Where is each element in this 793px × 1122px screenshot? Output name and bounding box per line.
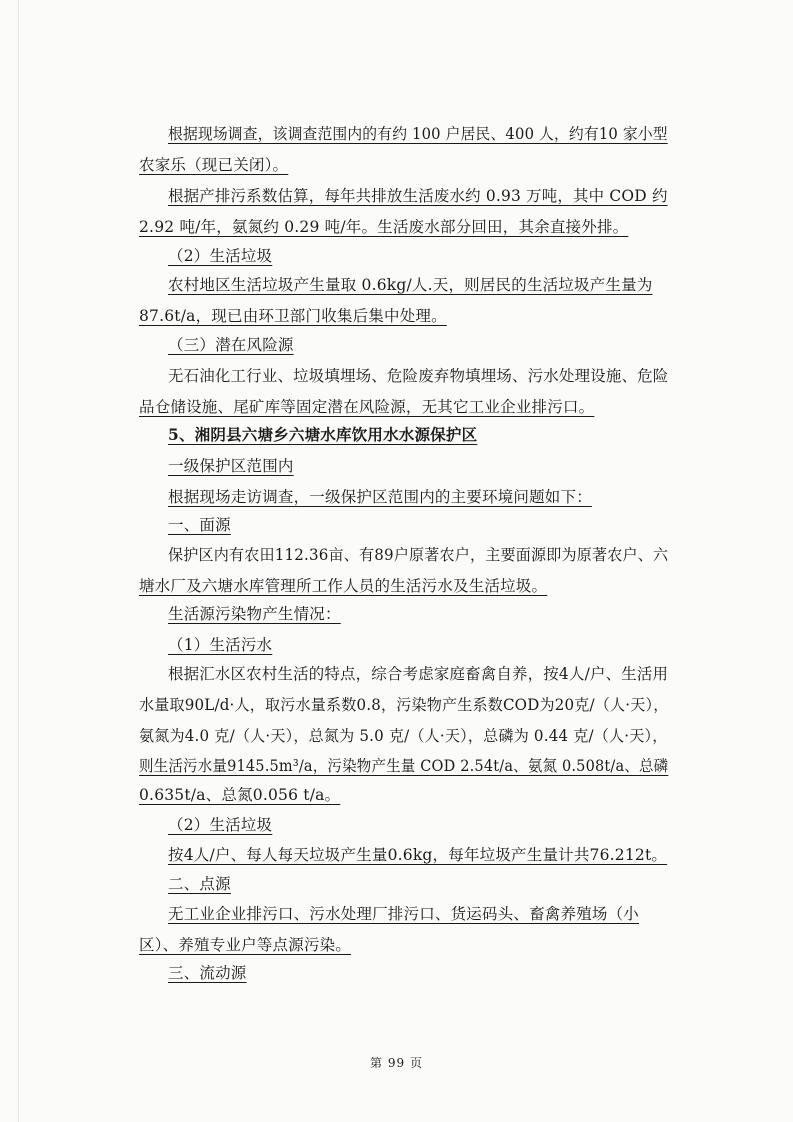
paragraph-line: 塘水厂及六塘水库管理所工作人员的生活污水及生活垃圾。 bbox=[139, 577, 548, 595]
paragraph-line: 则生活污水量9145.5m³/a，污染物产生量 COD 2.54t/a、氨氮 0.508t/a、总磷 bbox=[139, 757, 669, 775]
paragraph-line: 根据汇水区农村生活的特点，综合考虑家庭畜禽自养，按4人/户、生活用 bbox=[168, 665, 669, 683]
section-heading: 三、流动源 bbox=[168, 964, 247, 982]
section-heading: （1）生活污水 bbox=[168, 636, 273, 654]
paragraph-line: 氨氮为4.0 克/（人·天），总氮为 5.0 克/（人·天），总磷为 0.44 克/（人·天）， bbox=[139, 727, 668, 745]
paragraph-line: 0.635t/a、总氮0.056 t/a。 bbox=[139, 786, 341, 804]
paragraph-line: 品仓储设施、尾矿库等固定潜在风险源，无其它工业企业排污口。 bbox=[139, 398, 595, 416]
section-heading: 一、面源 bbox=[168, 516, 231, 534]
paragraph-line: 无工业企业排污口、污水处理厂排污口、货运码头、畜禽养殖场（小 bbox=[168, 905, 640, 923]
scan-edge-line bbox=[18, 0, 19, 1122]
paragraph-line: 按4人/户、每人每天垃圾产生量0.6kg，每年垃圾产生量计共76.212t。 bbox=[168, 846, 668, 864]
section-heading: 二、点源 bbox=[168, 875, 231, 893]
paragraph-line: 根据产排污系数估算，每年共排放生活废水约 0.93 万吨，其中 COD 约 bbox=[168, 187, 668, 205]
paragraph-line: 保护区内有农田112.36亩、有89户原著农户，主要面源即为原著农户、六 bbox=[168, 546, 669, 564]
paragraph-line: 87.6t/a，现已由环卫部门收集后集中处理。 bbox=[139, 307, 447, 325]
paragraph-line: 水量取90L/d·人，取污水量系数0.8，污染物产生系数COD为20克/（人·天）， bbox=[139, 696, 669, 714]
paragraph-line: 根据现场走访调查，一级保护区范围内的主要环境问题如下： bbox=[168, 488, 592, 506]
paragraph-line: 农村地区生活垃圾产生量取 0.6kg/人.天，则居民的生活垃圾产生量为 bbox=[168, 276, 653, 294]
paragraph-line: 生活源污染物产生情况： bbox=[168, 605, 341, 623]
section-heading: （2）生活垃圾 bbox=[168, 247, 273, 265]
section-heading: （三）潜在风险源 bbox=[168, 336, 294, 354]
section-title: 5、湘阴县六塘乡六塘水库饮用水水源保护区 bbox=[168, 425, 478, 444]
page-number: 第 99 页 bbox=[370, 1056, 423, 1070]
section-heading: （2）生活垃圾 bbox=[168, 816, 273, 834]
paragraph-line: 区）、养殖专业户等点源污染。 bbox=[139, 936, 352, 954]
section-heading: 一级保护区范围内 bbox=[168, 457, 294, 475]
paragraph-line: 无石油化工行业、垃圾填埋场、危险废弃物填埋场、污水处理设施、危险 bbox=[168, 367, 669, 385]
paragraph-line: 农家乐（现已关闭）。 bbox=[139, 156, 289, 174]
paragraph-line: 2.92 吨/年，氨氮约 0.29 吨/年。生活废水部分回田，其余直接外排。 bbox=[139, 218, 629, 236]
paragraph-line: 根据现场调查，该调查范围内的有约 100 户居民、400 人，约有10 家小型 bbox=[168, 125, 668, 143]
